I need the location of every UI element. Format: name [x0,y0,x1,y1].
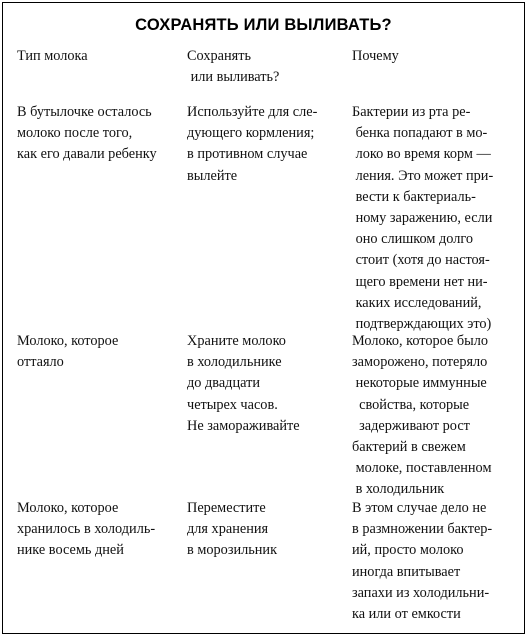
row-2-action: Храните молоко в холодильнике до двадцати четырех часов. Не замораживайте [187,333,300,434]
row-3-milk-type: Молоко, которое хранилось в холодиль- нике восемь дней [17,500,156,559]
row-3-action: Переместите для хранения в морозильник [187,500,278,559]
row-2-reason: Молоко, которое было заморожено, потеряло некоторые иммунные свойства, которые задерживают рост бактерий в свежем молоке, поставленном в холодильник [352,333,492,498]
row-2-milk-type: Молоко, которое оттаяло [17,333,119,371]
header-keep-or-discard: Сохранять или выливать? [187,48,280,86]
row-1-action: Используйте для сле- дующего кормления; в противном случае вылейте [187,104,318,184]
header-reason: Почему [352,48,399,64]
table-title: СОХРАНЯТЬ ИЛИ ВЫЛИВАТЬ? [135,16,392,34]
row-1-reason: Бактерии из рта ре- бенка попадают в мо- локо во время корм — ления. Это может при- вести к бактериаль- ному заражению, если оно слишком долго стоит (хотя до настоя- щего времени нет ни- каких исследований, подтверждающих это) [352,104,494,333]
document-frame [2,2,525,634]
header-milk-type: Тип молока [17,48,88,64]
row-3-reason: В этом случае дело не в размножении бактер- ий, просто молоко иногда впитывает запахи из холодильни- ка или от емкости [352,500,493,623]
row-1-milk-type: В бутылочке осталось молоко после того, как его давали ребенку [17,104,157,163]
